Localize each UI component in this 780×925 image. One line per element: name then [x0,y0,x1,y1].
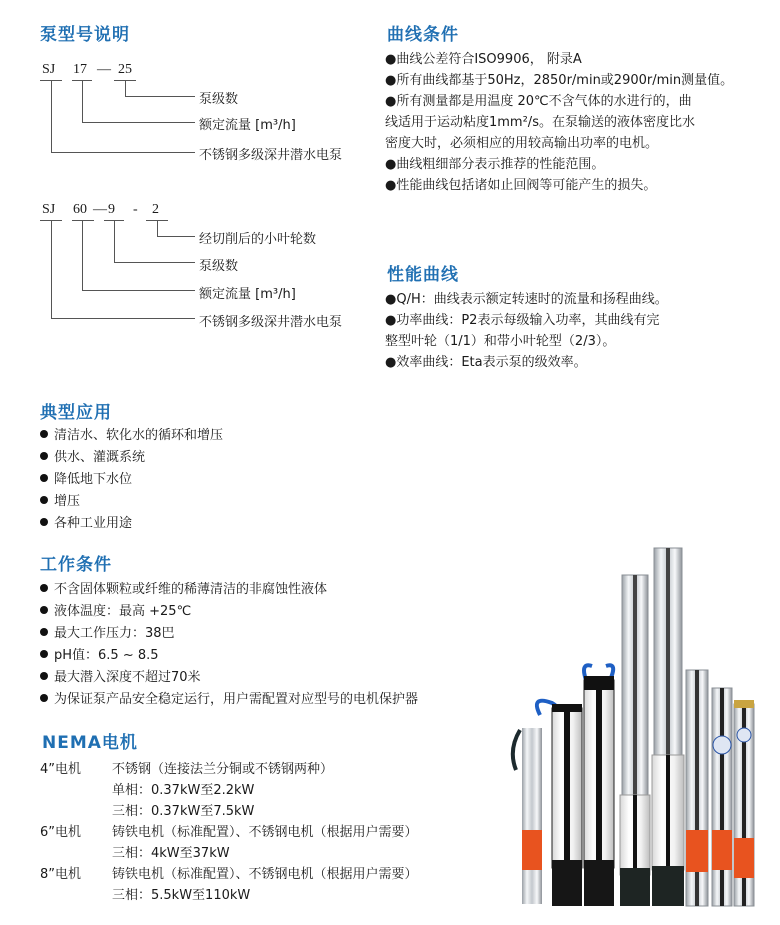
diagram-label: 不锈钢多级深井潜水电泵 [199,148,343,163]
performance-curve-line: 整型叶轮（1/1）和带小叶轮型（2/3）。 [385,334,616,349]
curve-conditions-title: 曲线条件 [387,25,459,45]
list-item: 为保证泵产品安全稳定运行，用户需配置对应型号的电机保护器 [40,690,418,710]
code-part: — [97,62,111,77]
curve-condition-line: ●性能曲线包括诸如止回阀等可能产生的损失。 [385,178,657,193]
code-part: 17 [73,62,87,77]
curve-condition-line: 密度大时，必须相应的用较高输出功率的电机。 [385,136,659,151]
diagram-label: 额定流量 [m³/h] [199,118,296,133]
list-item: 清洁水、软化水的循环和增压 [40,426,223,446]
diagram-label: 不锈钢多级深井潜水电泵 [199,315,343,330]
performance-curve-line: ●Q/H：曲线表示额定转速时的流量和扬程曲线。 [385,292,668,307]
performance-curves-title: 性能曲线 [387,265,459,285]
curve-condition-line: ●曲线公差符合ISO9906， 附录A [385,52,582,67]
code-part: 60 [73,202,87,217]
nema-motor-title: NEMA电机 [42,733,138,753]
bullet-icon [40,650,48,658]
code-part: 9 [108,202,115,217]
bullet-icon [40,606,48,614]
nema-row: 8”电机 铸铁电机（标准配置）、不锈钢电机（根据用户需要） [40,867,418,882]
code-part: — [93,202,107,217]
bullet-icon [40,628,48,636]
curve-condition-line: ●曲线粗细部分表示推荐的性能范围。 [385,157,605,172]
list-item: 不含固体颗粒或纤维的稀薄清洁的非腐蚀性液体 [40,580,327,600]
list-item: 液体温度：最高 +25℃ [40,602,191,622]
curve-condition-line: 线适用于运动粘度1mm²/s。在泵输送的液体密度比水 [385,115,695,130]
bullet-icon [40,430,48,438]
diagram-label: 经切削后的小叶轮数 [199,232,317,247]
nema-row: 三相：4kW至37kW [112,846,230,861]
nema-row: 三相：0.37kW至7.5kW [112,804,255,819]
performance-curve-line: ●功率曲线：P2表示每级输入功率，其曲线有完 [385,313,660,328]
code-part: SJ [42,62,56,77]
pump-6 [686,670,708,906]
pumps-product-image [500,530,770,915]
list-item: 各种工业用途 [40,514,132,534]
list-item: 最大工作压力：38巴 [40,624,175,644]
diagram-label: 泵级数 [199,259,239,274]
pump-3 [584,665,614,906]
bullet-icon [40,452,48,460]
code-part: 2 [152,202,159,217]
pump-2 [537,701,582,906]
bullet-icon [40,584,48,592]
nema-row: 单相：0.37kW至2.2kW [112,783,255,798]
diagram-label: 额定流量 [m³/h] [199,287,296,302]
list-item: 降低地下水位 [40,470,132,490]
bullet-icon [40,474,48,482]
bullet-icon [40,496,48,504]
code-part: SJ [42,202,56,217]
nema-row: 三相：5.5kW至110kW [112,888,251,903]
pump-8 [734,700,754,906]
pump-7 [712,688,732,906]
nema-row: 6”电机 铸铁电机（标准配置）、不锈钢电机（根据用户需要） [40,825,418,840]
diagram-label: 泵级数 [199,92,239,107]
code-part: - [133,202,138,217]
list-item: 最大潜入深度不超过70米 [40,668,201,688]
list-item: 增压 [40,492,80,512]
model-explanation-title: 泵型号说明 [40,25,130,45]
bullet-icon [40,672,48,680]
list-item: pH值：6.5 ~ 8.5 [40,646,159,666]
bullet-icon [40,694,48,702]
pump-5 [652,548,684,906]
code-part: 25 [118,62,132,77]
nema-row: 4”电机 不锈钢（连接法兰分铜或不锈钢两种） [40,762,334,777]
typical-applications-title: 典型应用 [40,403,112,423]
curve-condition-line: ●所有曲线都基于50Hz，2850r/min或2900r/min测量值。 [385,73,734,88]
list-item: 供水、灌溉系统 [40,448,145,468]
curve-condition-line: ●所有测量都是用温度 20℃不含气体的水进行的，曲 [385,94,692,109]
performance-curve-line: ●效率曲线：Eta表示泵的级效率。 [385,355,587,370]
pump-4 [620,575,650,906]
pump-1 [513,728,542,904]
working-conditions-title: 工作条件 [40,555,112,575]
bullet-icon [40,518,48,526]
